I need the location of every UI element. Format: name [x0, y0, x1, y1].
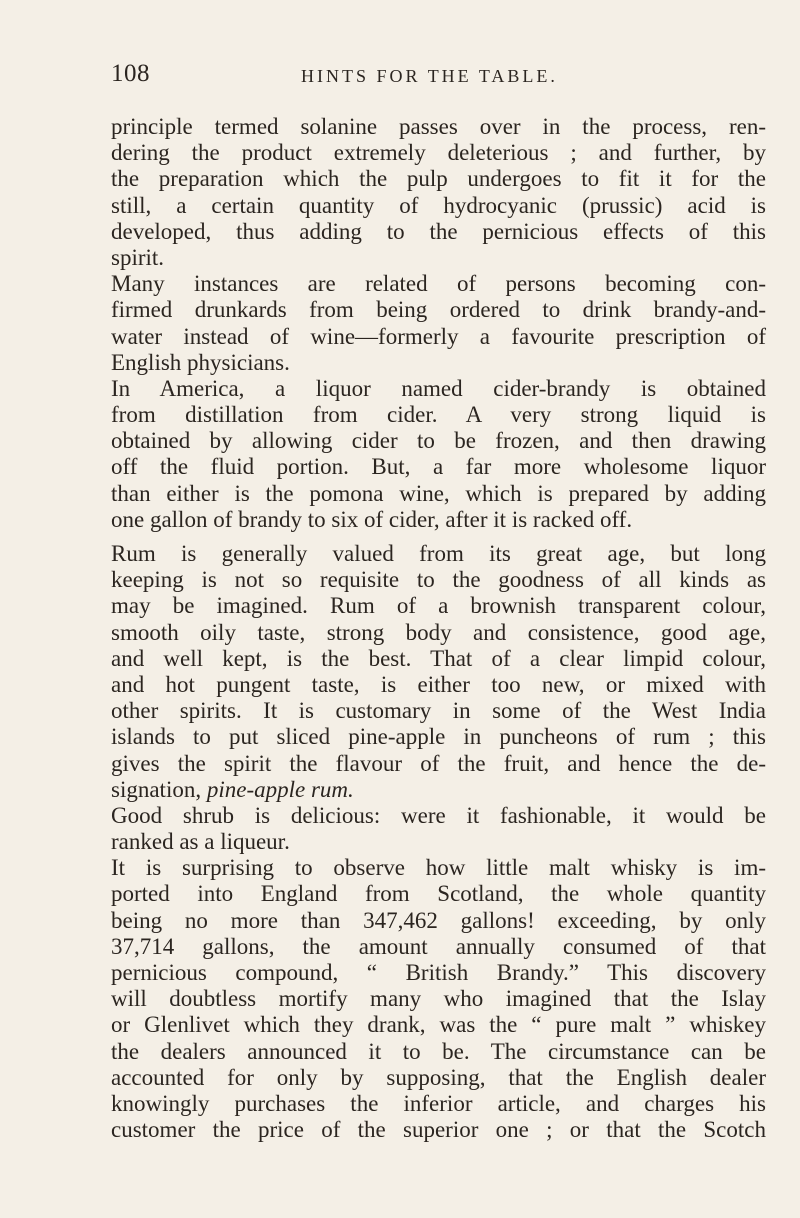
text-line: accounted for only by supposing, that the English dealer	[111, 1064, 766, 1090]
text-line: Good shrub is delicious: were it fashionable, it would be	[111, 802, 766, 828]
text-line: islands to put sliced pine-apple in puncheons of rum ; this	[111, 724, 766, 750]
text-line	[111, 777, 766, 803]
text-line: customer the price of the superior one ; or that the Scotch	[111, 1117, 766, 1143]
text-line: and well kept, is the best. That of a clear limpid colour,	[111, 645, 766, 671]
body-text	[111, 114, 766, 1143]
text-line: 37,714 gallons, the amount annually consumed of that	[111, 933, 766, 959]
text-line: other spirits. It is customary in some of the West India	[111, 698, 766, 724]
text-line: In America, a liquor named cider-brandy is obtained	[111, 375, 766, 401]
text-line: gives the spirit the flavour of the fruit, and hence the de-	[111, 750, 766, 776]
designation-prefix: signation,	[111, 776, 207, 802]
text-line: from distillation from cider. A very strong liquid is	[111, 402, 766, 428]
text-line: principle termed solanine passes over in the process, ren-	[111, 114, 766, 139]
text-line: developed, thus adding to the pernicious effects of this	[111, 218, 766, 244]
page-number: 108	[111, 60, 150, 87]
text-line: will doubtless mortify many who imagined that the Islay	[111, 986, 766, 1012]
text-line: knowingly purchases the inferior article, and charges his	[111, 1090, 766, 1116]
page-header	[111, 60, 751, 100]
text-line: Many instances are related of persons becoming con-	[111, 271, 766, 297]
text-line: firmed drunkards from being ordered to drink brandy-and-	[111, 297, 766, 323]
text-line: spirit.	[111, 244, 165, 270]
text-line: pernicious compound, “ British Brandy.” This discovery	[111, 960, 766, 985]
text-line: It is surprising to observe how little malt whisky is im-	[111, 855, 766, 881]
text-line: Rum is generally valued from its great age, but long	[111, 541, 766, 566]
text-line: ported into England from Scotland, the whole quantity	[111, 881, 766, 907]
text-line: smooth oily taste, strong body and consistence, good age,	[111, 619, 766, 645]
text-line: or Glenlivet which they drank, was the “ pure malt ” whiskey	[111, 1012, 766, 1038]
text-line: obtained by allowing cider to be frozen, and then drawing	[111, 428, 766, 454]
text-line: ranked as a liqueur.	[111, 829, 290, 855]
text-line: being no more than 347,462 gallons! exceeding, by only	[111, 907, 766, 933]
text-line: still, a certain quantity of hydrocyanic (prussic) acid is	[111, 192, 766, 218]
designation-term: pine-apple rum.	[206, 776, 354, 802]
text-line: the preparation which the pulp undergoes to fit it for the	[111, 166, 766, 192]
text-line: off the fluid portion. But, a far more wholesome liquor	[111, 454, 766, 480]
text-line: and hot pungent taste, is either too new, or mixed with	[111, 671, 766, 697]
text-line: than either is the pomona wine, which is prepared by adding	[111, 480, 766, 506]
text-line: English physicians.	[111, 349, 290, 375]
text-line: one gallon of brandy to six of cider, after it is racked off.	[111, 506, 633, 532]
running-title: HINTS FOR THE TABLE.	[301, 66, 558, 86]
text-line: dering the product extremely deleterious ; and further, by	[111, 140, 766, 166]
text-line: may be imagined. Rum of a brownish transparent colour,	[111, 593, 766, 619]
text-line: water instead of wine—formerly a favourite prescription of	[111, 323, 766, 349]
text-line: the dealers announced it to be. The circumstance can be	[111, 1038, 766, 1064]
text-line: keeping is not so requisite to the goodness of all kinds as	[111, 567, 766, 593]
